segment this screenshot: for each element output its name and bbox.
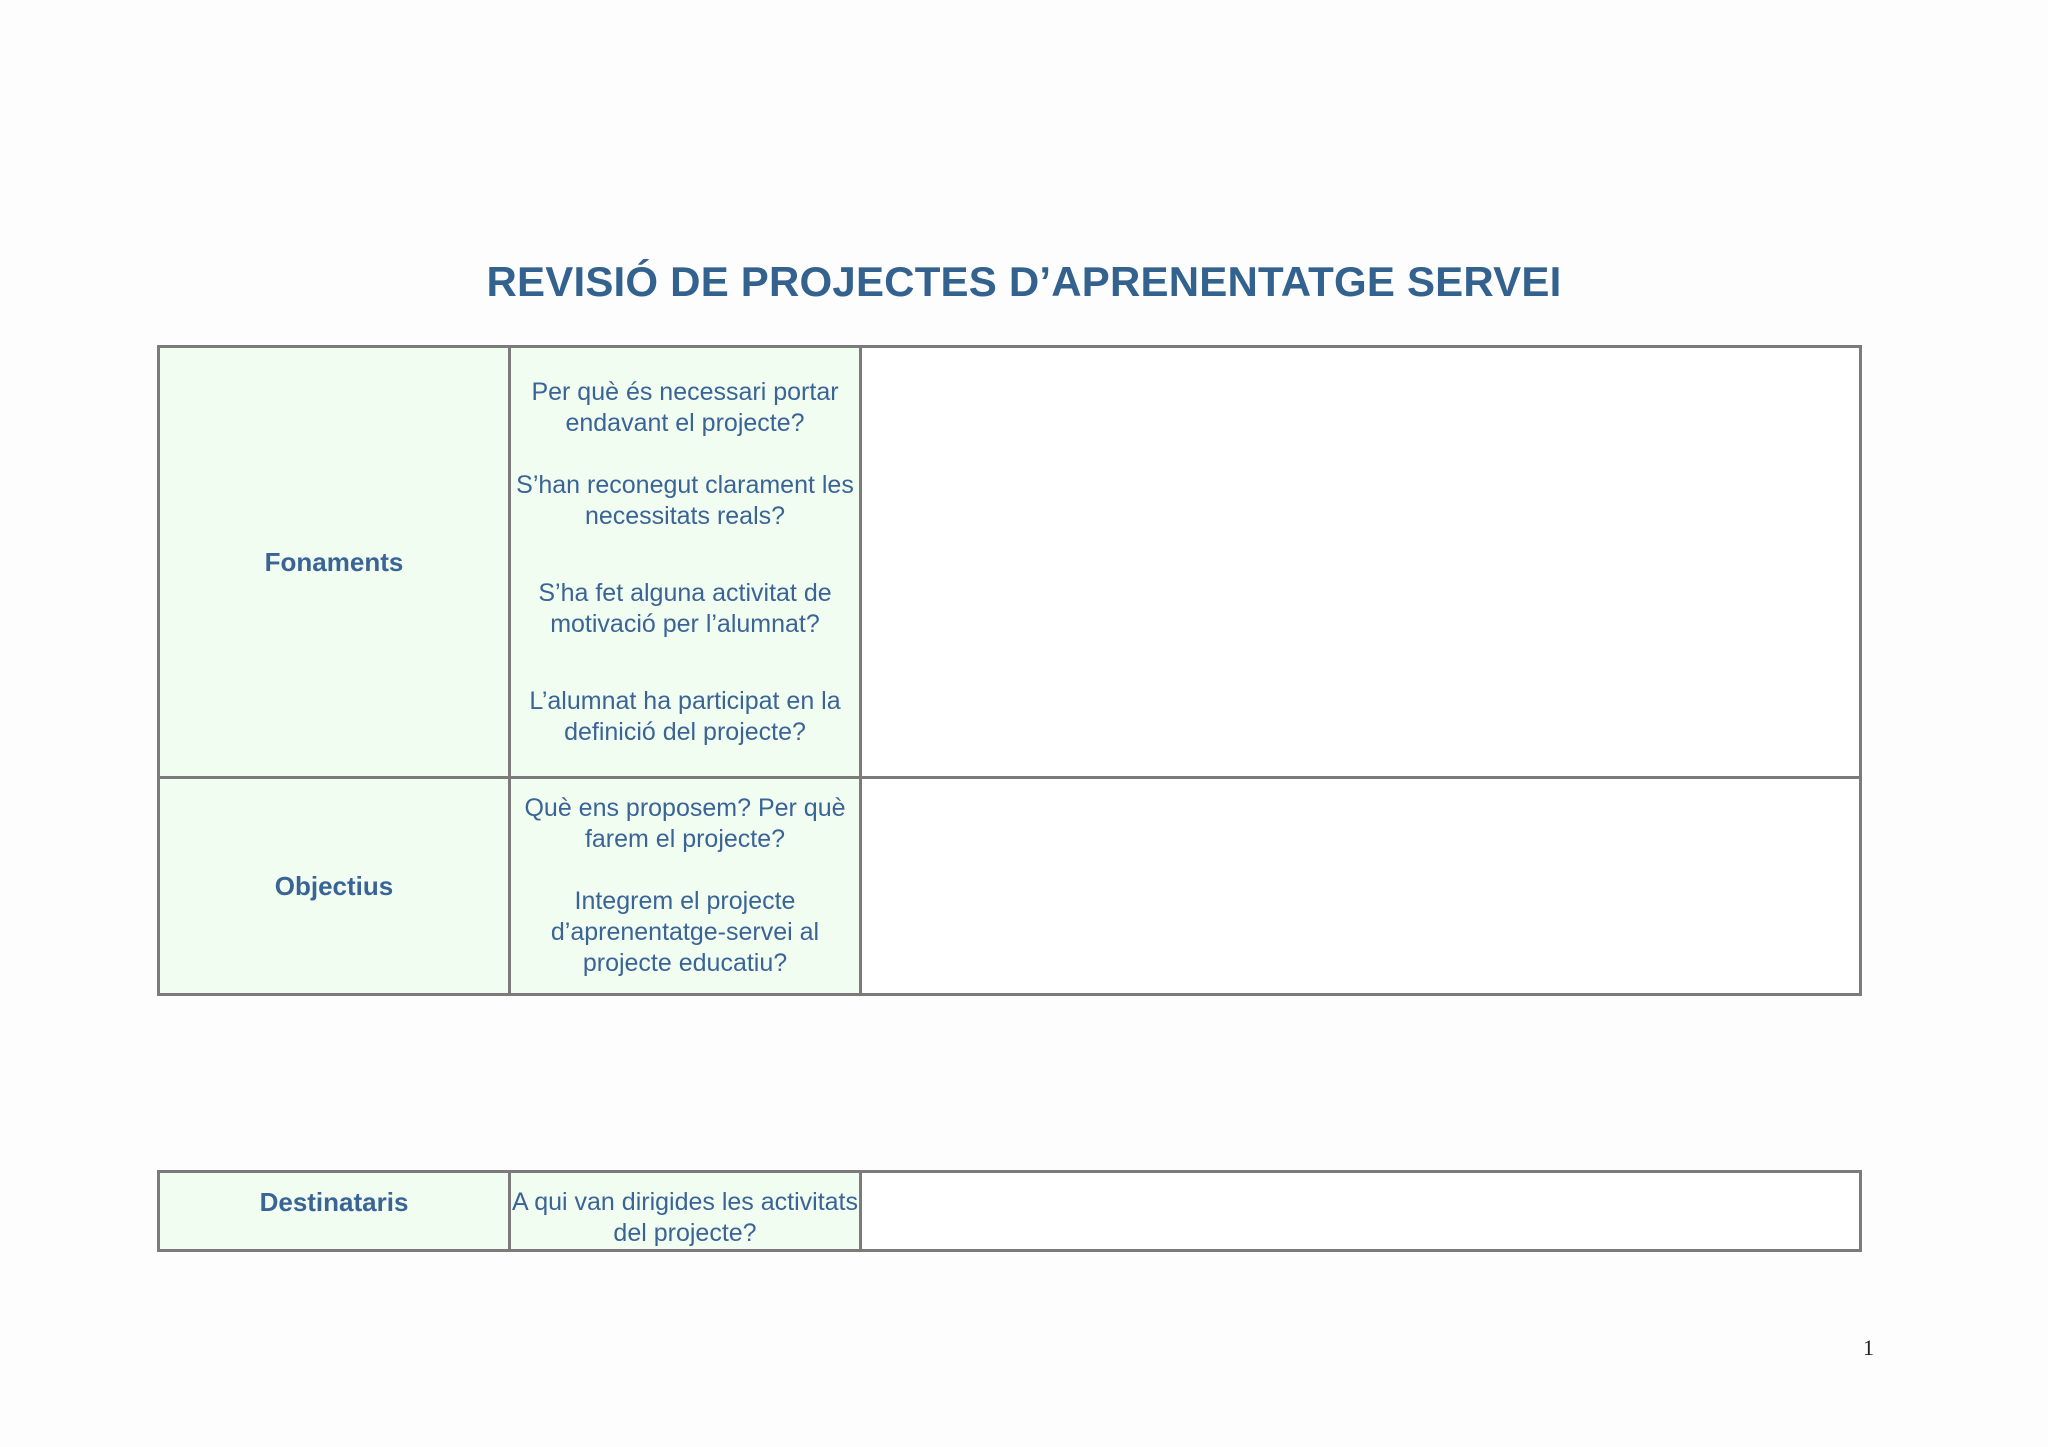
answer-cell-objectius[interactable] <box>861 778 1861 995</box>
answer-cell-fonaments[interactable] <box>861 347 1861 778</box>
question-text: A qui van dirigides les activitats del projecte? <box>511 1188 858 1247</box>
question-text: L’alumnat ha participat en la definició del projecte? <box>529 686 841 746</box>
table-row <box>159 778 1861 995</box>
question-text: Per què és necessari portar endavant el projecte? <box>531 377 839 437</box>
table-row <box>159 347 1861 778</box>
questions-cell-objectius <box>510 778 861 995</box>
question-text: Què ens proposem? Per què farem el projecte? <box>524 794 846 853</box>
question-text: S’ha fet alguna activitat de motivació per l’alumnat? <box>538 578 832 638</box>
questions-cell-fonaments <box>510 347 861 778</box>
page-number: 1 <box>1863 1335 1874 1360</box>
section-label-objectius: Objectius <box>159 778 510 995</box>
review-table-main <box>157 345 1862 996</box>
answer-cell-destinataris[interactable] <box>861 1172 1861 1251</box>
questions-cell-destinataris <box>510 1172 861 1251</box>
table-row <box>159 1172 1861 1251</box>
question-text: Integrem el projecte d’aprenentatge-servei al projecte educatiu? <box>550 887 820 977</box>
question-text: S’han reconegut clarament les necessitats reals? <box>516 470 854 530</box>
section-label-fonaments: Fonaments <box>159 347 510 778</box>
review-table-destinataris <box>157 1170 1862 1252</box>
section-label-destinataris: Destinataris <box>159 1172 510 1251</box>
page-title: REVISIÓ DE PROJECTES D’APRENENTATGE SERVEI <box>486 258 1562 305</box>
